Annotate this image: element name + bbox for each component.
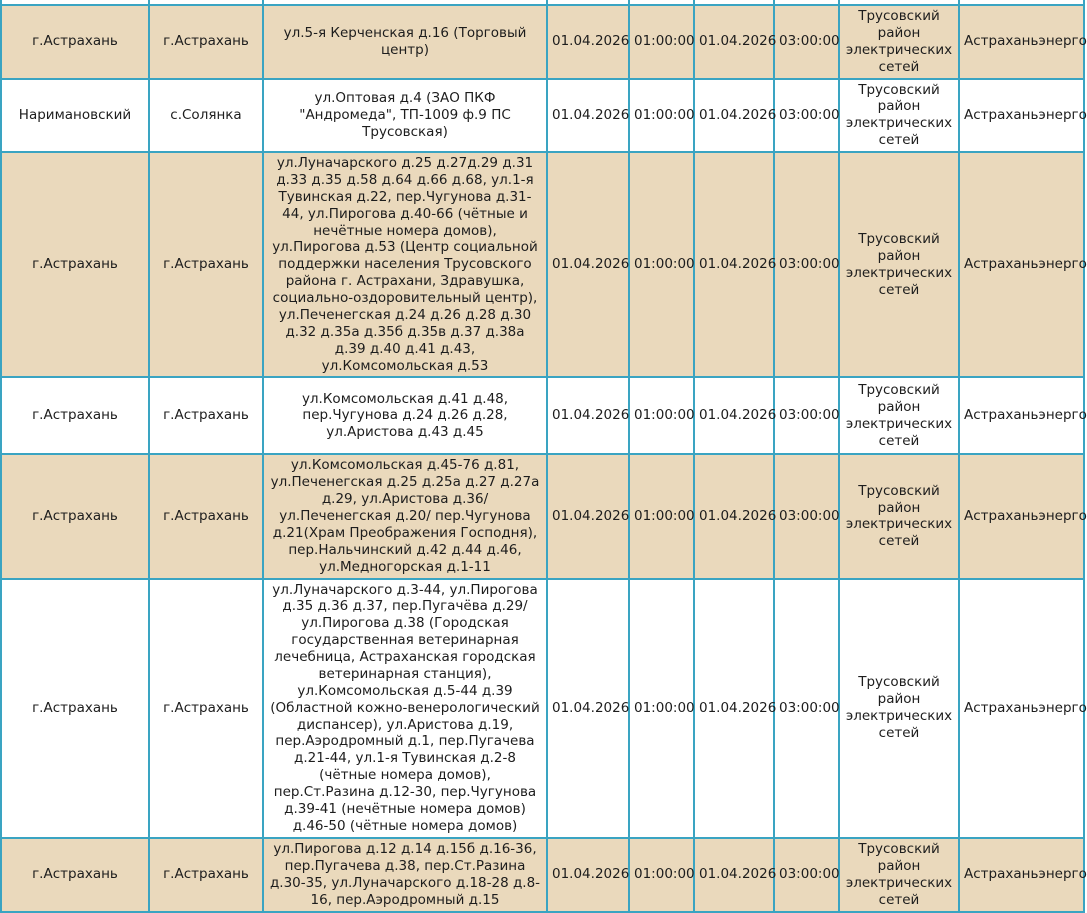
cell-settlement: с.Солянка (149, 79, 263, 153)
table-row (1, 79, 1084, 153)
cell-company: Астраханьэнерго (959, 454, 1084, 578)
cell-company: Астраханьэнерго (959, 79, 1084, 153)
cell-end-time: 03:00:00 (774, 838, 839, 912)
cell-network-org: Трусовский район электрических сетей (839, 454, 959, 578)
cell-start-date: 01.04.2026 (547, 377, 629, 454)
cell-end-time: 03:00:00 (774, 79, 839, 153)
cell-start-time: 01:00:00 (629, 5, 694, 79)
cell-settlement: г.Астрахань (149, 5, 263, 79)
cell-settlement: г.Астрахань (149, 454, 263, 578)
cell-end-date: 01.04.2026 (694, 838, 774, 912)
cell-settlement: г.Астрахань (149, 377, 263, 454)
cell-end-date: 01.04.2026 (694, 79, 774, 153)
cell-start-time: 01:00:00 (629, 838, 694, 912)
cell-start-date: 01.04.2026 (547, 838, 629, 912)
cell-network-org: Трусовский район электрических сетей (839, 79, 959, 153)
cell-district: г.Астрахань (1, 152, 149, 377)
cell-company: Астраханьэнерго (959, 579, 1084, 838)
cell-addresses: ул.Луначарского д.25 д.27д.29 д.31 д.33 д.35 д.58 д.64 д.66 д.68, ул.1-я Тувинская д.22, пер.Чугунова д.31-44, ул.Пирогова д.40-66 (чётные и нечётные номера домов), ул.Пирогова д.53 (Центр социальной поддержки населения Трусовского района г. Астрахани, Здравушка, социально-оздоровительный центр), ул.Печенегская д.24 д.26 д.28 д.30 д.32 д.35а д.35б д.35в д.37 д.38а д.39 д.40 д.41 д.43, ул.Комсомольская д.53 (263, 152, 547, 377)
cell-network-org: Трусовский район электрических сетей (839, 377, 959, 454)
cell-end-date: 01.04.2026 (694, 5, 774, 79)
cell-network-org: Трусовский район электрических сетей (839, 152, 959, 377)
cell-district: г.Астрахань (1, 579, 149, 838)
table-row (1, 454, 1084, 578)
table-row (1, 5, 1084, 79)
cell-addresses: ул.Пирогова д.12 д.14 д.15б д.16-36, пер.Пугачева д.38, пер.Ст.Разина д.30-35, ул.Луначарского д.18-28 д.8-16, пер.Аэродромный д.15 (263, 838, 547, 912)
table-row (1, 377, 1084, 454)
cell-district: г.Астрахань (1, 5, 149, 79)
cell-end-date: 01.04.2026 (694, 579, 774, 838)
table-row (1, 838, 1084, 912)
cell-network-org: Трусовский район электрических сетей (839, 5, 959, 79)
cell-addresses: ул.Комсомольская д.45-76 д.81, ул.Печенегская д.25 д.25а д.27 д.27а д.29, ул.Аристова д.36/ул.Печенегская д.20/ пер.Чугунова д.21(Храм Преображения Господня), пер.Нальчинский д.42 д.44 д.46, ул.Медногорская д.1-11 (263, 454, 547, 578)
cell-end-time: 03:00:00 (774, 579, 839, 838)
table-row (1, 152, 1084, 377)
cell-start-time: 01:00:00 (629, 579, 694, 838)
cell-settlement: г.Астрахань (149, 152, 263, 377)
cell-settlement: г.Астрахань (149, 579, 263, 838)
cell-end-time: 03:00:00 (774, 454, 839, 578)
cell-addresses: ул.5-я Керченская д.16 (Торговый центр) (263, 5, 547, 79)
cell-end-date: 01.04.2026 (694, 454, 774, 578)
cell-district: Наримановский (1, 79, 149, 153)
cell-start-time: 01:00:00 (629, 79, 694, 153)
cell-start-date: 01.04.2026 (547, 454, 629, 578)
cell-end-date: 01.04.2026 (694, 377, 774, 454)
cell-district: г.Астрахань (1, 838, 149, 912)
cell-addresses: ул.Комсомольская д.41 д.48, пер.Чугунова д.24 д.26 д.28, ул.Аристова д.43 д.45 (263, 377, 547, 454)
cell-start-time: 01:00:00 (629, 454, 694, 578)
cell-addresses: ул.Оптовая д.4 (ЗАО ПКФ "Андромеда", ТП-1009 ф.9 ПС Трусовская) (263, 79, 547, 153)
cell-company: Астраханьэнерго (959, 377, 1084, 454)
cell-start-date: 01.04.2026 (547, 5, 629, 79)
cell-company: Астраханьэнерго (959, 152, 1084, 377)
cell-company: Астраханьэнерго (959, 838, 1084, 912)
cell-company: Астраханьэнерго (959, 5, 1084, 79)
cell-start-date: 01.04.2026 (547, 579, 629, 838)
cell-end-time: 03:00:00 (774, 5, 839, 79)
cell-end-time: 03:00:00 (774, 152, 839, 377)
cell-network-org: Трусовский район электрических сетей (839, 838, 959, 912)
cell-addresses: ул.Луначарского д.3-44, ул.Пирогова д.35 д.36 д.37, пер.Пугачёва д.29/ ул.Пирогова д.38 (Городская государственная ветеринарная лечебница, Астраханская городская ветеринарная станция), ул.Комсомольская д.5-44 д.39 (Областной кожно-венерологический диспансер), ул.Аристова д.19, пер.Аэродромный д.1, пер.Пугачева д.21-44, ул.1-я Тувинская д.2-8 (чётные номера домов), пер.Ст.Разина д.12-30, пер.Чугунова д.39-41 (нечётные номера домов) д.46-50 (чётные номера домов) (263, 579, 547, 838)
cell-network-org: Трусовский район электрических сетей (839, 579, 959, 838)
cell-end-time: 03:00:00 (774, 377, 839, 454)
cell-district: г.Астрахань (1, 377, 149, 454)
cell-start-date: 01.04.2026 (547, 152, 629, 377)
cell-start-time: 01:00:00 (629, 377, 694, 454)
cell-settlement: г.Астрахань (149, 838, 263, 912)
cell-end-date: 01.04.2026 (694, 152, 774, 377)
outage-table-body (1, 0, 1087, 912)
cell-start-time: 01:00:00 (629, 152, 694, 377)
cell-start-date: 01.04.2026 (547, 79, 629, 153)
cell-district: г.Астрахань (1, 454, 149, 578)
table-row (1, 579, 1084, 838)
